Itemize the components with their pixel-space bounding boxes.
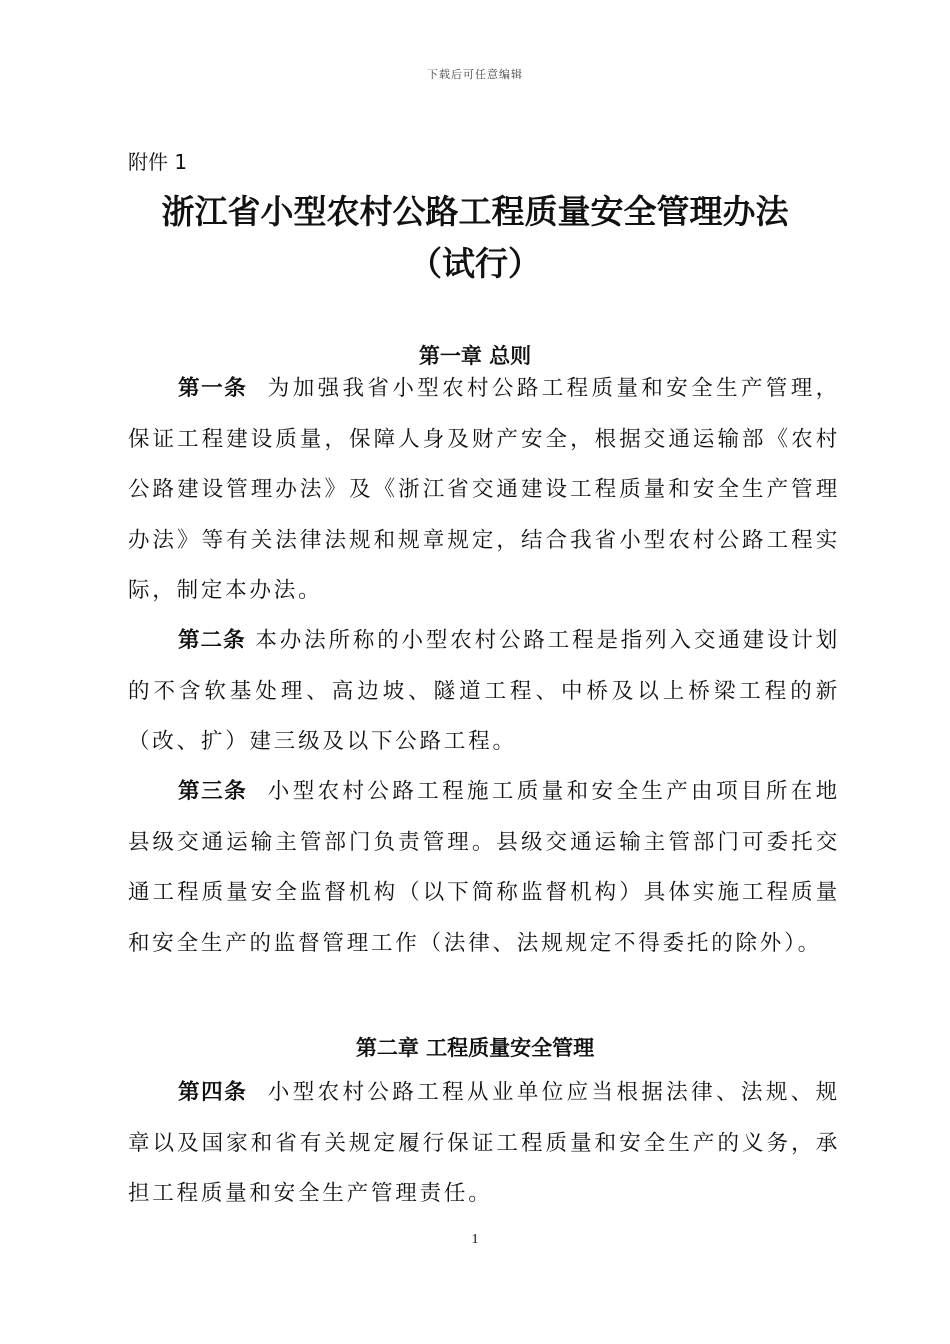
article-label: 第四条 bbox=[178, 1080, 248, 1105]
article-3 bbox=[128, 767, 840, 969]
attachment-label: 附件 1 bbox=[128, 150, 188, 174]
article-text: 小型农村公路工程施工质量和安全生产由项目所在地县级交通运输主管部门负责管理。县级交通运输主管部门可委托交通工程质量安全监督机构（以下简称监督机构）具体实施工程质量和安全生产的监督管理工作（法律、法规规定不得委托的除外）。 bbox=[128, 779, 840, 956]
article-text: 小型农村公路工程从业单位应当根据法律、法规、规章以及国家和省有关规定履行保证工程质量和安全生产的义务，承担工程质量和安全生产管理责任。 bbox=[128, 1080, 840, 1206]
article-label: 第三条 bbox=[178, 779, 248, 804]
document-subtitle: （试行） bbox=[409, 244, 541, 283]
article-label: 第一条 bbox=[178, 376, 248, 401]
article-1 bbox=[128, 364, 840, 617]
article-label: 第二条 bbox=[178, 628, 246, 653]
chapter-heading-1: 第一章 总则 bbox=[418, 344, 532, 368]
article-4 bbox=[128, 1068, 840, 1220]
page-header-note: 下载后可任意编辑 bbox=[427, 68, 523, 81]
page-number: 1 bbox=[471, 1232, 479, 1247]
article-2 bbox=[128, 616, 840, 768]
article-text: 为加强我省小型农村公路工程质量和安全生产管理，保证工程建设质量，保障人身及财产安全，根据交通运输部《农村公路建设管理办法》及《浙江省交通建设工程质量和安全生产管理办法》等有关法律法规和规章规定，结合我省小型农村公路工程实际，制定本办法。 bbox=[128, 376, 840, 603]
chapter-heading-2: 第二章 工程质量安全管理 bbox=[355, 1036, 595, 1060]
document-title: 浙江省小型农村公路工程质量安全管理办法 bbox=[161, 192, 789, 231]
article-text: 本办法所称的小型农村公路工程是指列入交通建设计划的不含软基处理、高边坡、隧道工程、中桥及以上桥梁工程的新（改、扩）建三级及以下公路工程。 bbox=[128, 628, 840, 754]
